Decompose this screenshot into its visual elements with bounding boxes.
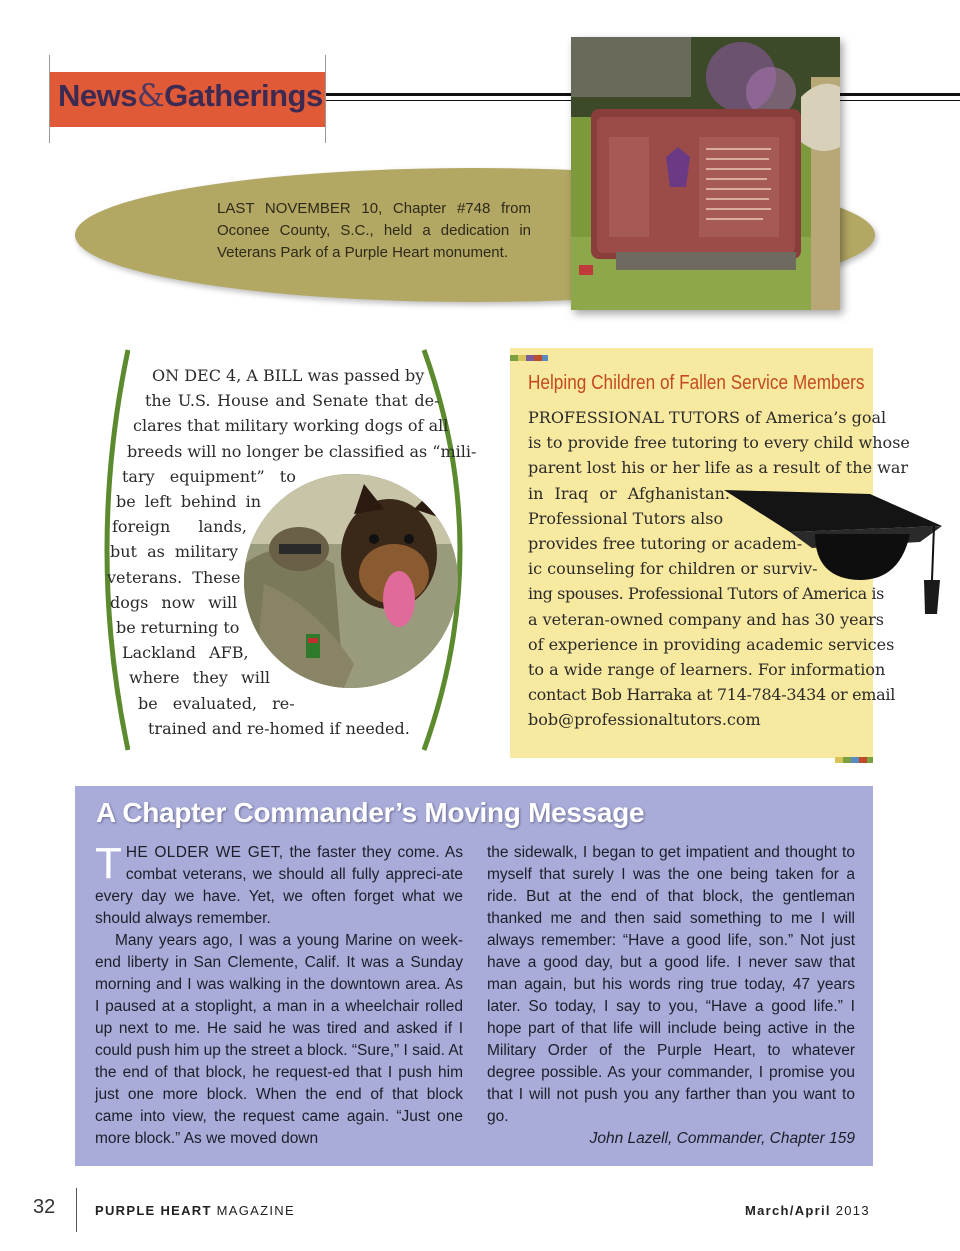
tutors-heading: Helping Children of Fallen Service Members	[528, 372, 865, 394]
dog-article-line: be left behind in	[116, 492, 262, 512]
dog-article-line: ON DEC 4, A BILL was passed by	[152, 366, 425, 385]
tutors-line: provides free tutoring or academ-	[528, 534, 803, 554]
section-title	[58, 78, 323, 114]
tutors-line: a veteran-owned company and has 30 years	[528, 609, 884, 629]
dog-article-line: be returning to	[116, 618, 240, 638]
section-title-news: News	[58, 78, 137, 113]
dog-article-line: Lackland AFB,	[122, 643, 249, 663]
drop-cap: T	[95, 839, 122, 888]
footer-magazine-bold: PURPLE HEART	[95, 1203, 212, 1218]
footer-magazine-name	[95, 1203, 295, 1218]
section-title-gatherings: Gatherings	[164, 78, 323, 113]
dog-article-line: breeds will no longer be classified as “mili-	[127, 441, 477, 461]
commander-paragraph-3: the sidewalk, I began to get impatient and thought to myself that surely I was the one being taken for a ride. But at the end of that block, the gentleman thanked me and then said something to me I will always remember: “Have a good life, son.” Not just have a good day, but a good life. I never saw that man again, but his words ring true today, 47 years later. So today, I say to you, “Have a good life.” I hope part of that life will include being active in the Military Order of the Purple Heart, to whatever degree possible. As your commander, I promise you that I will not push you any farther than you want to go.	[487, 844, 855, 1125]
tutors-line: in Iraq or Afghanistan.	[528, 483, 730, 503]
dog-article	[100, 360, 477, 750]
color-strip-bottom-graphic	[835, 757, 873, 763]
dog-article-text	[100, 363, 477, 741]
footer-date-rest: 2013	[830, 1203, 870, 1218]
tutors-line: to a wide range of learners. For information	[528, 660, 886, 680]
color-strip-bottom	[835, 750, 873, 756]
tutors-line: ic counseling for children or surviv-	[528, 559, 818, 579]
footer-issue-date	[745, 1203, 870, 1218]
lead-in-caps: HE OLDER WE GET,	[125, 844, 284, 861]
tutors-line: parent lost his or her life as a result of the war	[528, 458, 909, 478]
tutors-line: of experience in providing academic services	[528, 634, 895, 654]
graduation-cap-icon	[720, 480, 950, 620]
section-title-amp: &	[136, 78, 165, 114]
commander-paragraph-2: Many years ago, I was a young Marine on week-end liberty in San Clemente, Calif. It was a Sunday morning and I was walking in the downtown area. As I paused at a stoplight, a man in a wheelchair rolled up next to me. He said he was tired and asked if I could push him up the street a block. “Sure,” I said. At the end of that block, he request-ed that I push him just one more block. When the end of that block came into view, the request came again. “Just one more block.” As we moved down	[95, 932, 463, 1147]
paragraph-1-text: the faster they come. As combat veterans, we should all fully appreci-ate every day we have. Yet, we often forget what we should always remember.	[95, 844, 463, 927]
color-strip-top-graphic	[510, 355, 548, 361]
dog-article-line: tary equipment” to	[122, 466, 296, 486]
footer-date-bold: March/April	[745, 1203, 831, 1218]
tutors-line: bob@professionaltutors.com	[528, 710, 761, 730]
footer-magazine-rest: MAGAZINE	[211, 1203, 295, 1218]
page-number: 32	[33, 1196, 56, 1218]
dog-article-line: clares that military working dogs of all	[133, 416, 449, 436]
tutors-line: ing spouses. Professional Tutors of America is	[528, 584, 884, 604]
dog-article-line: veterans. These	[107, 567, 241, 587]
tutors-line: contact Bob Harraka at 714-784-3434 or email	[528, 685, 896, 705]
footer-divider	[76, 1188, 77, 1232]
monument-caption: LAST NOVEMBER 10, Chapter #748 from Oconee County, S.C., held a dedication in Veterans Park of a Purple Heart monument.	[217, 200, 531, 261]
tutors-line: PROFESSIONAL TUTORS of America’s goal	[528, 408, 887, 427]
dog-article-line: but as military	[110, 542, 239, 562]
commander-column-left	[95, 839, 463, 1150]
header-right-rule	[325, 55, 326, 143]
commander-heading: A Chapter Commander’s Moving Message	[96, 797, 645, 828]
commander-paragraph-1	[95, 839, 463, 930]
color-strip-top	[510, 348, 548, 354]
commander-column-right	[487, 842, 855, 1150]
dog-article-line: the U.S. House and Senate that de-	[145, 391, 440, 411]
dog-article-line: be evaluated, re-	[138, 693, 295, 713]
dog-article-line: trained and re-homed if needed.	[148, 718, 410, 738]
monument-illustration	[571, 37, 840, 310]
tutors-line: Professional Tutors also	[528, 508, 724, 528]
dog-article-line: where they will	[129, 668, 271, 688]
monument-photo	[571, 37, 840, 310]
tutors-line: is to provide free tutoring to every child whose	[528, 433, 910, 453]
commander-signature: John Lazell, Commander, Chapter 159	[589, 1130, 855, 1147]
dog-article-line: dogs now will	[110, 592, 238, 612]
dog-article-line: foreign lands,	[112, 517, 247, 537]
